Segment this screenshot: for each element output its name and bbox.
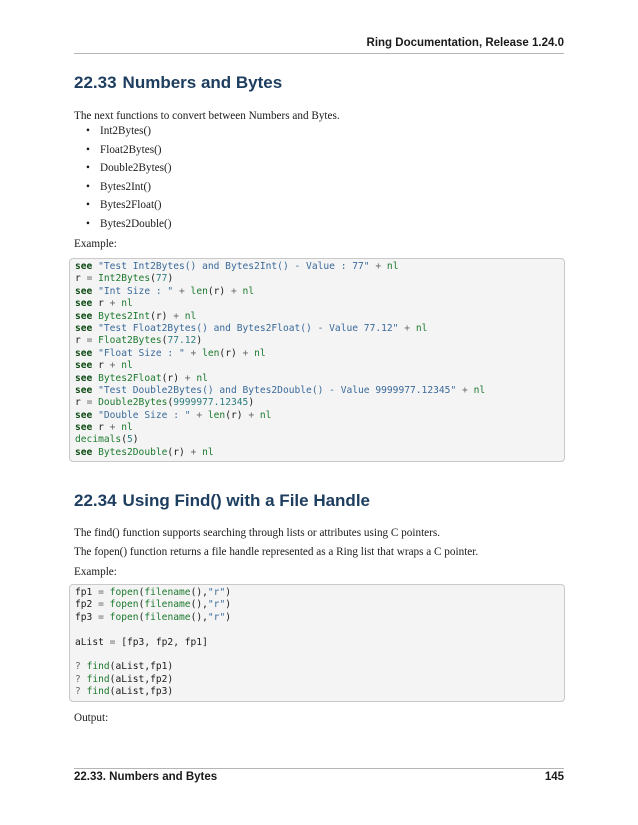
code-line: see Bytes2Float(r) + nl [75,372,208,384]
footer-section: 22.33. Numbers and Bytes [74,771,218,783]
list-item: • Bytes2Float() [86,199,162,212]
footer-rule [74,768,564,769]
code-line: decimals(5) [75,434,139,446]
code-line: r = Int2Bytes(77) [75,273,174,285]
code-line: fp3 = fopen(filename(),"r") [75,611,231,623]
code-line: see "Int Size : " + len(r) + nl [75,285,255,297]
running-footer [74,771,564,783]
page-number: 145 [544,771,564,783]
list-item: • Bytes2Int() [86,180,151,193]
section-number: 22.34 [74,491,117,510]
code-line: fp1 = fopen(filename(),"r") [75,587,231,598]
code-line: see "Test Int2Bytes() and Bytes2Int() - Value : 77" + nl [75,261,399,272]
section-heading-find-file-handle [74,491,370,511]
list-item: • Float2Bytes() [86,143,162,156]
running-header: Ring Documentation, Release 1.24.0 [366,37,564,49]
code-line [75,624,559,636]
code-block-numbers-bytes [69,258,565,462]
fopen-paragraph: The fopen() function returns a file handle represented as a Ring list that wraps a C pointer. [74,546,479,558]
section-heading-numbers-and-bytes [74,73,282,93]
example-label: Example: [74,566,117,578]
code-line: ? find(aList,fp2) [75,673,174,685]
section-title: Using Find() with a File Handle [122,491,370,510]
code-line: see r + nl [75,360,133,372]
list-item: • Int2Bytes() [86,125,151,137]
code-line: ? find(aList,fp3) [75,686,174,698]
section-title: Numbers and Bytes [122,73,283,92]
code-line: see r + nl [75,422,133,434]
code-line: r = Double2Bytes(9999977.12345) [75,397,255,409]
code-line: r = Float2Bytes(77.12) [75,335,203,347]
code-line: see Bytes2Double(r) + nl [75,446,214,458]
example-label: Example: [74,238,117,250]
list-item: • Double2Bytes() [86,162,172,175]
function-list [86,124,171,236]
code-line: ? find(aList,fp1) [75,661,174,673]
section-number: 22.33 [74,73,117,92]
header-rule [74,53,564,54]
code-line [75,649,559,661]
code-line: fp2 = fopen(filename(),"r") [75,599,231,611]
code-line: see "Double Size : " + len(r) + nl [75,409,272,421]
intro-paragraph: The next functions to convert between Numbers and Bytes. [74,110,340,122]
code-line: see "Test Double2Bytes() and Bytes2Double() - Value 9999977.12345" + nl [75,384,486,396]
list-item: • Bytes2Double() [86,217,172,230]
code-line: see r + nl [75,298,133,310]
code-block-find-file-handle [69,584,565,702]
code-line: see "Float Size : " + len(r) + nl [75,347,266,359]
code-line: see "Test Float2Bytes() and Bytes2Float() - Value 77.12" + nl [75,322,428,334]
code-line: aList = [fp3, fp2, fp1] [75,636,208,648]
code-line: see Bytes2Int(r) + nl [75,310,197,322]
output-label: Output: [74,712,109,724]
find-paragraph: The find() function supports searching through lists or attributes using C pointers. [74,527,441,539]
